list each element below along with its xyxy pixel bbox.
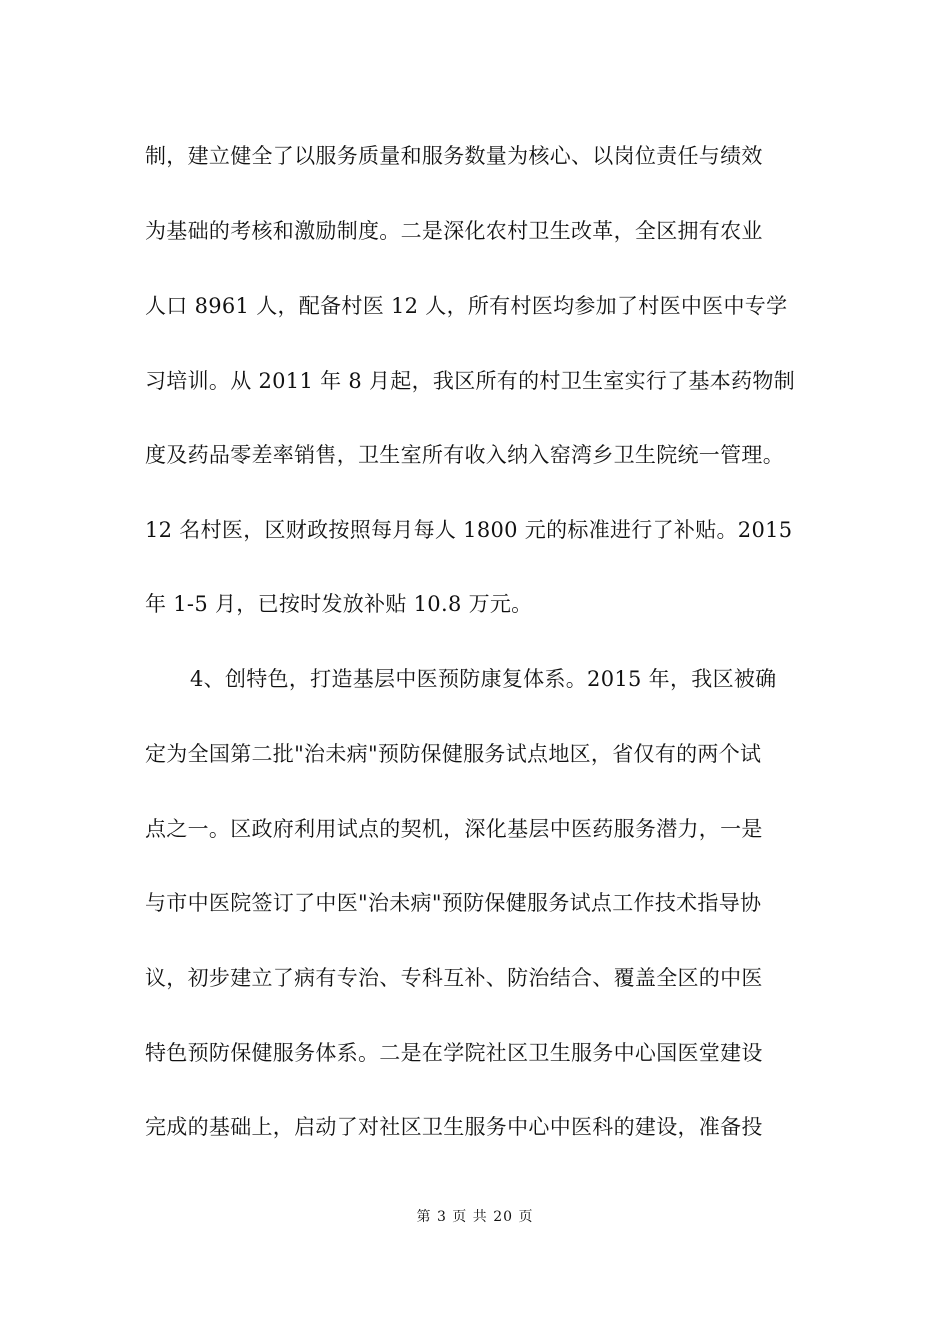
body-text-line: 度及药品零差率销售，卫生室所有收入纳入窑湾乡卫生院统一管理。 (145, 443, 784, 467)
body-text-line: 人口 8961 人，配备村医 12 人，所有村医均参加了村医中医中专学 (145, 294, 788, 318)
body-text-line: 特色预防保健服务体系。二是在学院社区卫生服务中心国医堂建设 (145, 1041, 763, 1065)
body-text-line: 与市中医院签订了中医"治未病"预防保健服务试点工作技术指导协 (145, 891, 762, 915)
body-text-line: 12 名村医，区财政按照每月每人 1800 元的标准进行了补贴。2015 (145, 518, 793, 542)
body-text-line: 年 1-5 月，已按时发放补贴 10.8 万元。 (145, 592, 533, 616)
body-text-line: 为基础的考核和激励制度。二是深化农村卫生改革，全区拥有农业 (145, 219, 763, 243)
body-text-line: 习培训。从 2011 年 8 月起，我区所有的村卫生室实行了基本药物制 (145, 369, 796, 393)
page-number-footer: 第 3 页 共 20 页 (416, 1209, 534, 1225)
body-text-line: 定为全国第二批"治未病"预防保健服务试点地区，省仅有的两个试 (145, 742, 762, 766)
body-text-line: 议，初步建立了病有专治、专科互补、防治结合、覆盖全区的中医 (145, 966, 763, 990)
body-text-line: 制，建立健全了以服务质量和服务数量为核心、以岗位责任与绩效 (145, 144, 763, 168)
body-text-line: 点之一。区政府利用试点的契机，深化基层中医药服务潜力，一是 (145, 817, 763, 841)
paragraph-start-line: 4、创特色，打造基层中医预防康复体系。2015 年，我区被确 (190, 667, 777, 691)
body-text-line: 完成的基础上，启动了对社区卫生服务中心中医科的建设，准备投 (145, 1115, 763, 1139)
